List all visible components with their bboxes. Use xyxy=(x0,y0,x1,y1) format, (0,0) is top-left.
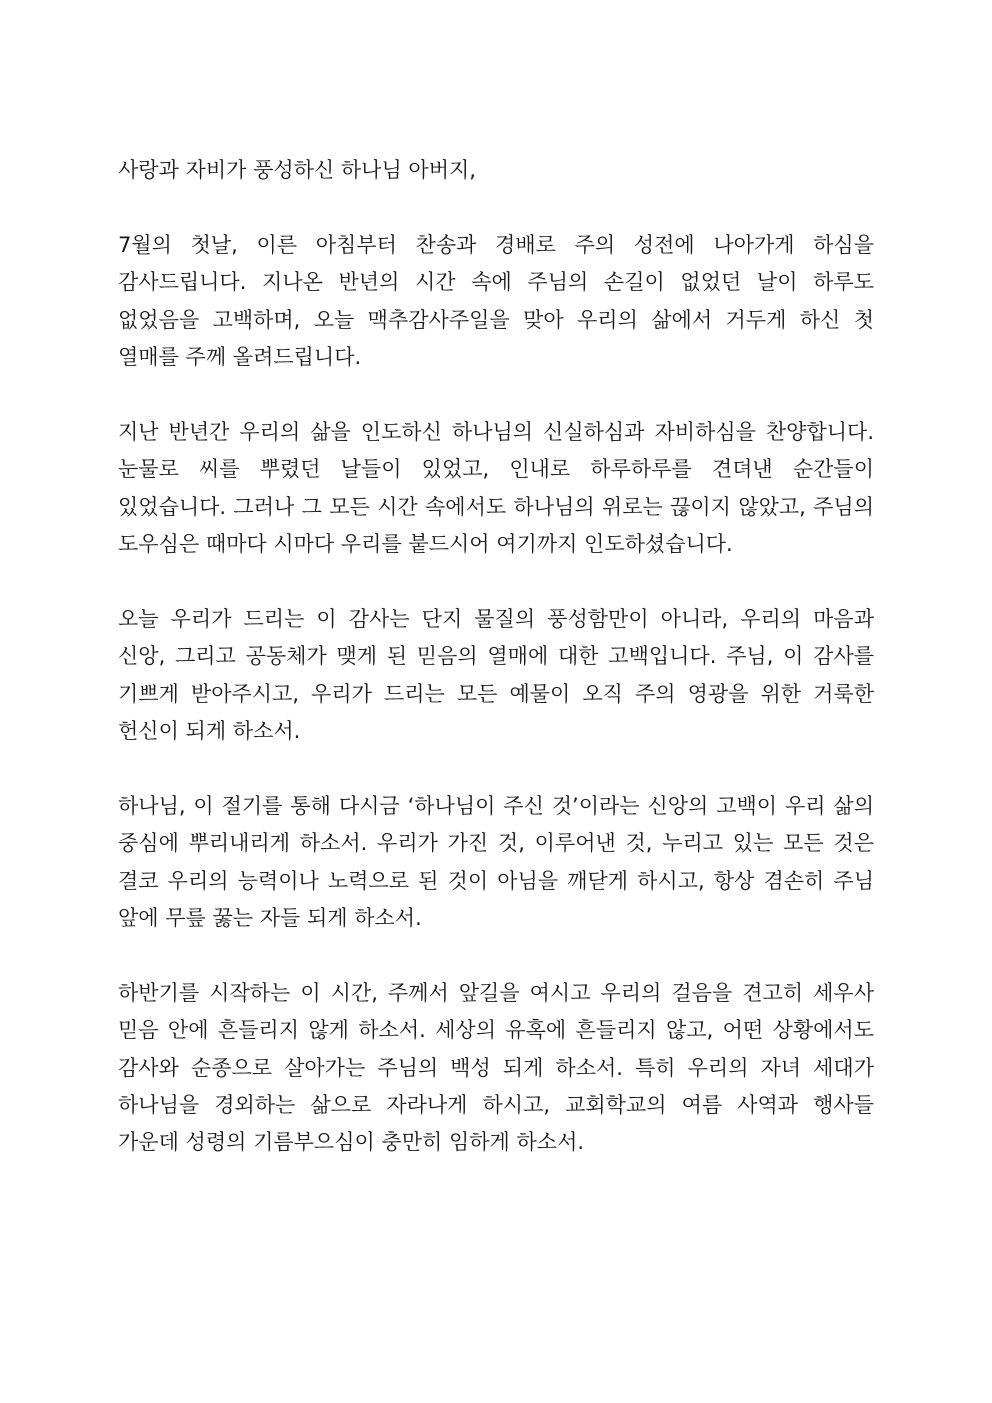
paragraph-confession: 하나님, 이 절기를 통해 다시금 ‘하나님이 주신 것’이라는 신앙의 고백이 우리 삶의 중심에 뿌리내리게 하소서. 우리가 가진 것, 이루어낸 것, 누리고 있는 모든 것은 결코 우리의 능력이나 노력으로 된 것이 아님을 깨닫게 하시고, 항상 겸손히 주님 앞에 무릎 꿇는 자들 되게 하소서. xyxy=(118,793,874,931)
paragraph-faithfulness: 지난 반년간 우리의 삶을 인도하신 하나님의 신실하심과 자비하심을 찬양합니다. 눈물로 씨를 뿌렸던 날들이 있었고, 인내로 하루하루를 견뎌낸 순간들이 있었습니다. 그러나 그 모든 시간 속에서도 하나님의 위로는 끊이지 않았고, 주님의 도우심은 때마다 시마다 우리를 붙드시어 여기까지 인도하셨습니다. xyxy=(118,419,874,557)
paragraph-second-half: 하반기를 시작하는 이 시간, 주께서 앞길을 여시고 우리의 걸음을 견고히 세우사 믿음 안에 흔들리지 않게 하소서. 세상의 유혹에 흔들리지 않고, 어떤 상황에서도 감사와 순종으로 살아가는 주님의 백성 되게 하소서. 특히 우리의 자녀 세대가 하나님을 경외하는 삶으로 자라나게 하시고, 교회학교의 여름 사역과 행사들 가운데 성령의 기름부으심이 충만히 임하게 하소서. xyxy=(118,980,874,1155)
greeting-line: 사랑과 자비가 풍성하신 하나님 아버지, xyxy=(118,158,476,182)
paragraph-thanksgiving: 7월의 첫날, 이른 아침부터 찬송과 경배로 주의 성전에 나아가게 하심을 감사드립니다. 지나온 반년의 시간 속에 주님의 손길이 없었던 날이 하루도 없었음을 고백하며, 오늘 맥추감사주일을 맞아 우리의 삶에서 거두게 하신 첫 열매를 주께 올려드립니다. xyxy=(118,232,874,370)
prayer-text xyxy=(118,152,874,1199)
paragraph-offering: 오늘 우리가 드리는 이 감사는 단지 물질의 풍성함만이 아니라, 우리의 마음과 신앙, 그리고 공동체가 맺게 된 믿음의 열매에 대한 고백입니다. 주님, 이 감사를 기쁘게 받아주시고, 우리가 드리는 모든 예물이 오직 주의 영광을 위한 거룩한 헌신이 되게 하소서. xyxy=(118,606,874,744)
